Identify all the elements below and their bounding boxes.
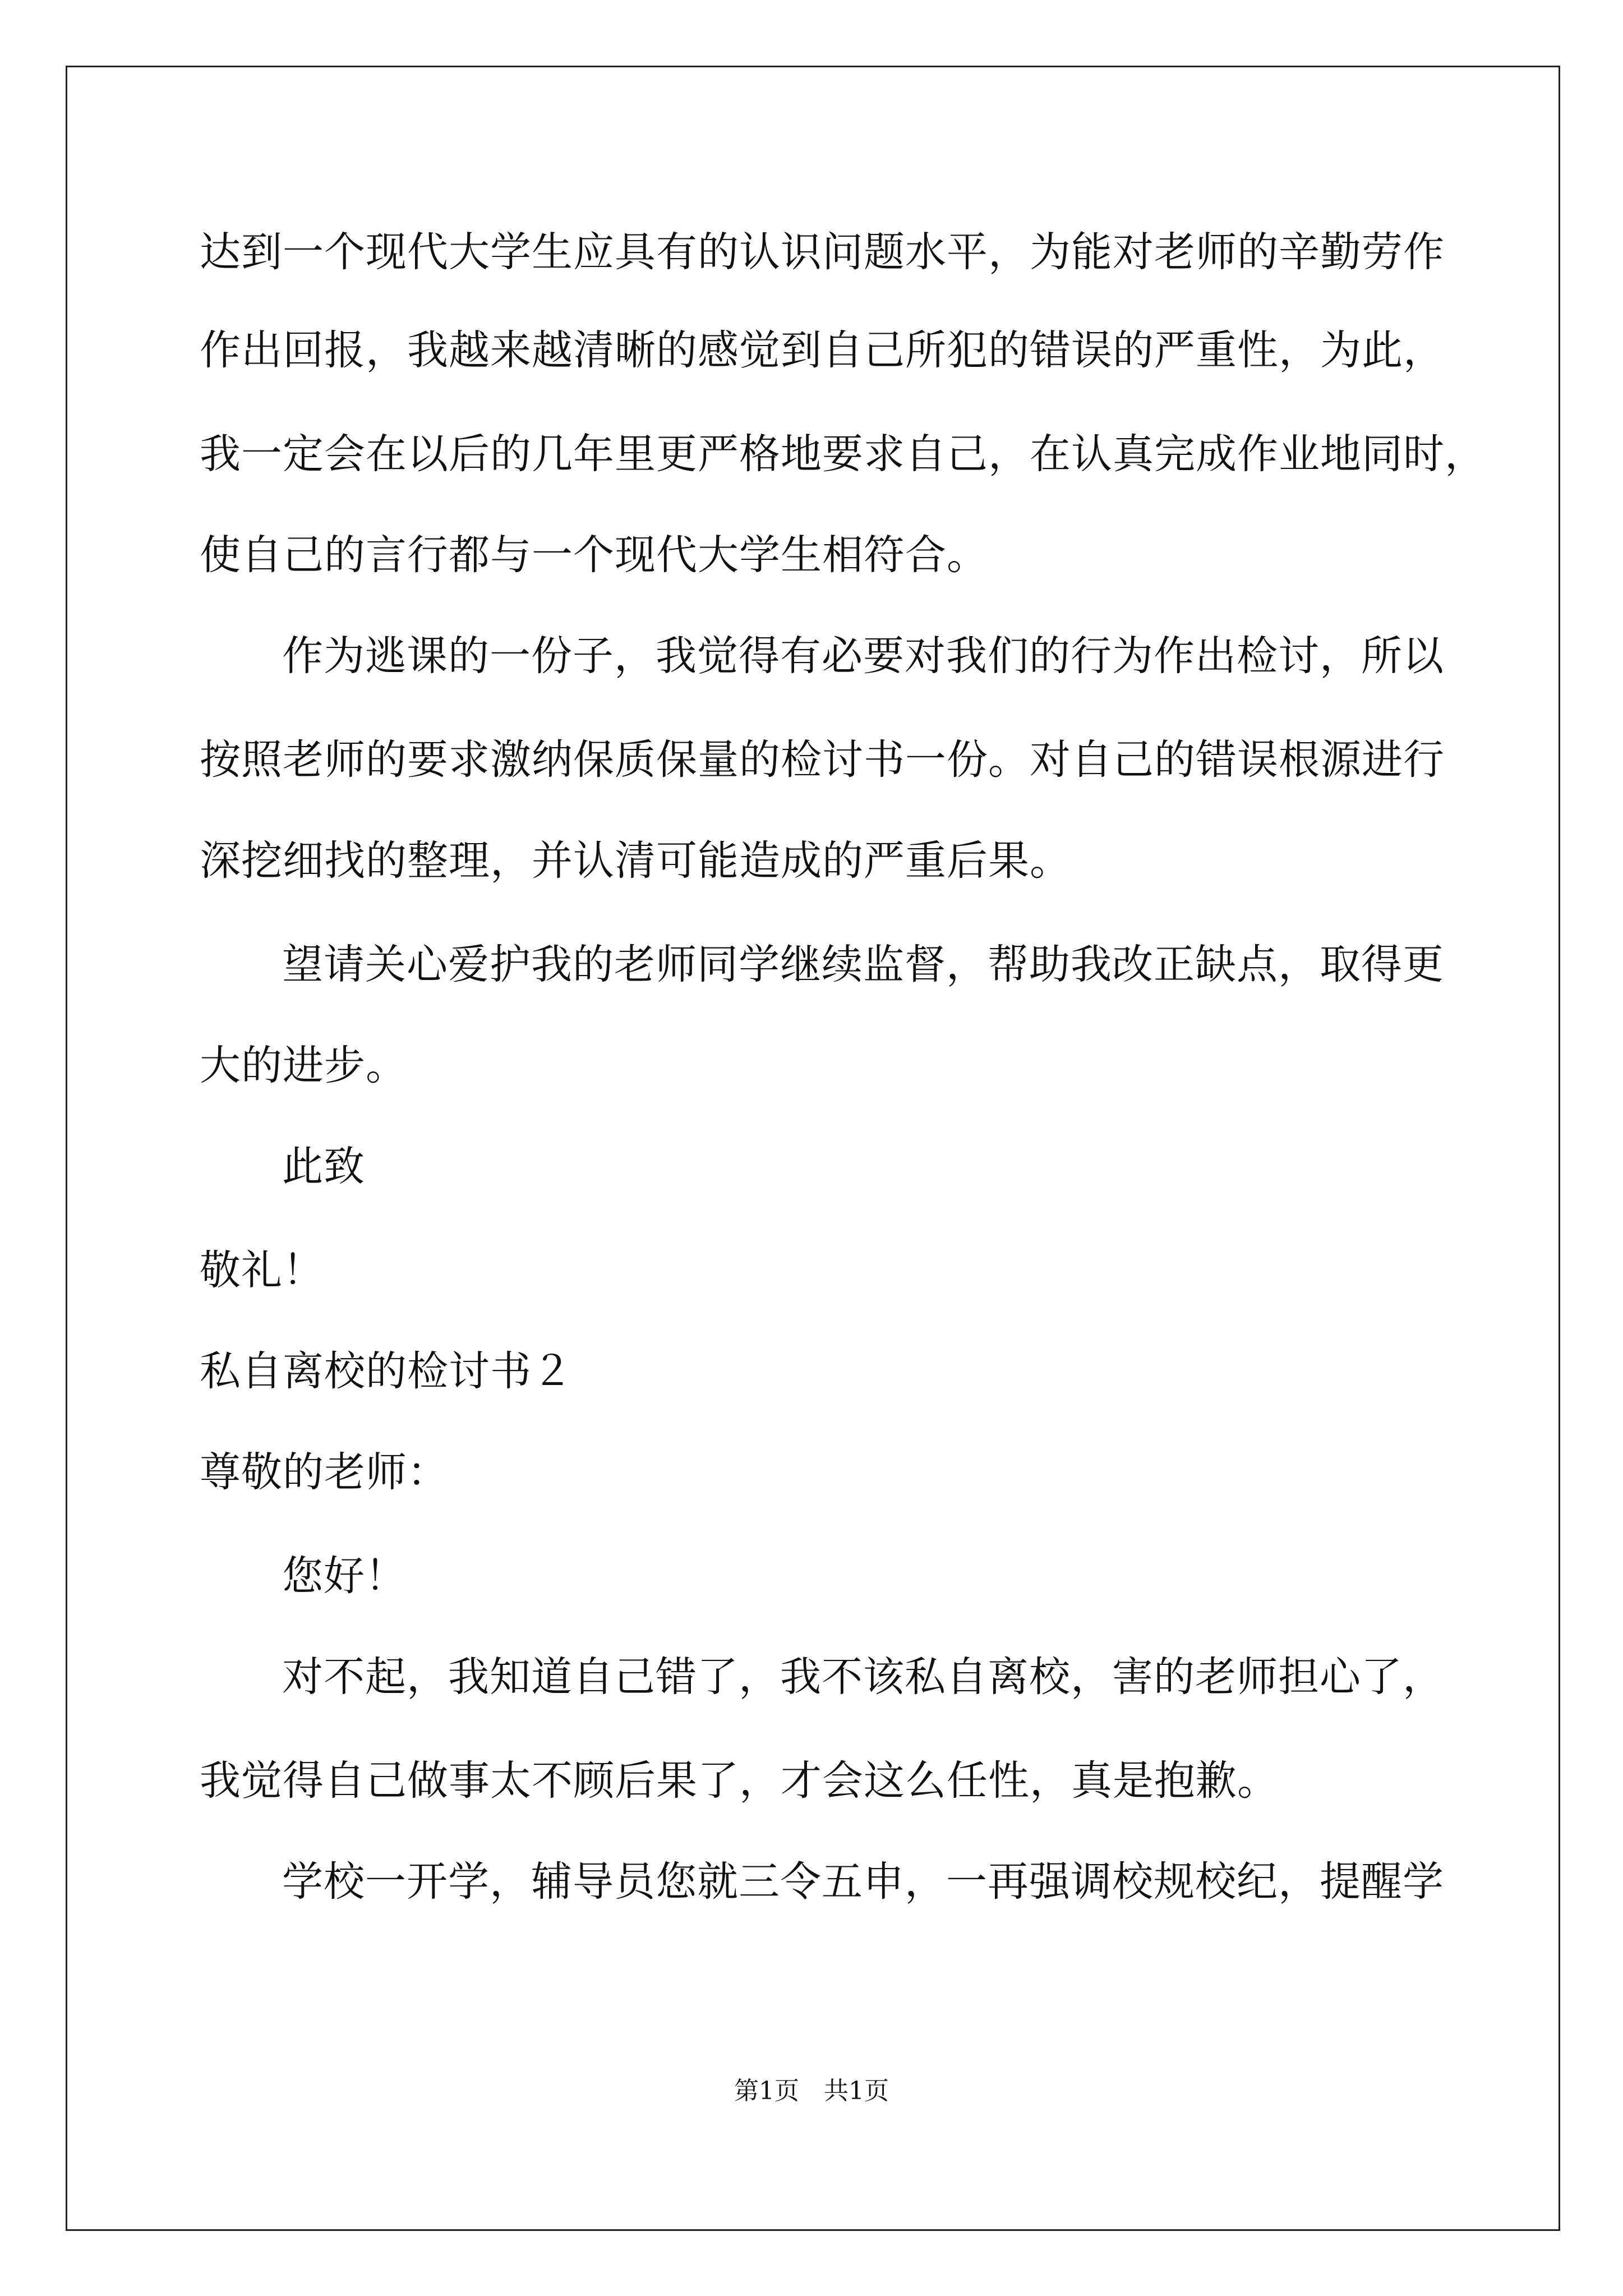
page-number-footer: 第1页 共1页 bbox=[734, 2077, 889, 2105]
greeting-hello: 您好！ bbox=[282, 1552, 407, 1600]
body-text-line-15: 对不起，我知道自己错了，我不该私自离校，害的老师担心了， bbox=[282, 1653, 1444, 1701]
body-text-line-4: 使自己的言行都与一个现代大学生相符合。 bbox=[200, 531, 988, 579]
greeting-recipient: 尊敬的老师： bbox=[200, 1448, 449, 1496]
body-text-line-6: 按照老师的要求激纳保质保量的检讨书一份。对自己的错误根源进行 bbox=[200, 736, 1445, 784]
body-text-line-1: 达到一个现代大学生应具有的认识问题水平，为能对老师的辛勤劳作 bbox=[200, 228, 1445, 276]
body-text-line-3: 我一定会在以后的几年里更严格地要求自己，在认真完成作业地同时， bbox=[200, 430, 1486, 478]
closing-salutation: 此致 bbox=[282, 1143, 365, 1190]
body-text-line-17: 学校一开学，辅导员您就三令五申，一再强调校规校纪，提醒学 bbox=[282, 1858, 1444, 1906]
body-text-line-7: 深挖细找的整理，并认清可能造成的严重后果。 bbox=[200, 837, 1071, 885]
body-text-line-16: 我觉得自己做事太不顾后果了，才会这么任性，真是抱歉。 bbox=[200, 1757, 1279, 1805]
section-title: 私自离校的检讨书２ bbox=[200, 1347, 573, 1395]
body-text-line-9: 大的进步。 bbox=[200, 1042, 407, 1089]
body-text-line-8: 望请关心爱护我的老师同学继续监督，帮助我改正缺点，取得更 bbox=[282, 941, 1444, 988]
body-text-line-2: 作出回报，我越来越清晰的感觉到自己所犯的错误的严重性，为此， bbox=[200, 326, 1445, 374]
body-text-line-5: 作为逃课的一份子，我觉得有必要对我们的行为作出检讨，所以 bbox=[282, 632, 1444, 680]
closing-regards: 敬礼！ bbox=[200, 1246, 324, 1294]
